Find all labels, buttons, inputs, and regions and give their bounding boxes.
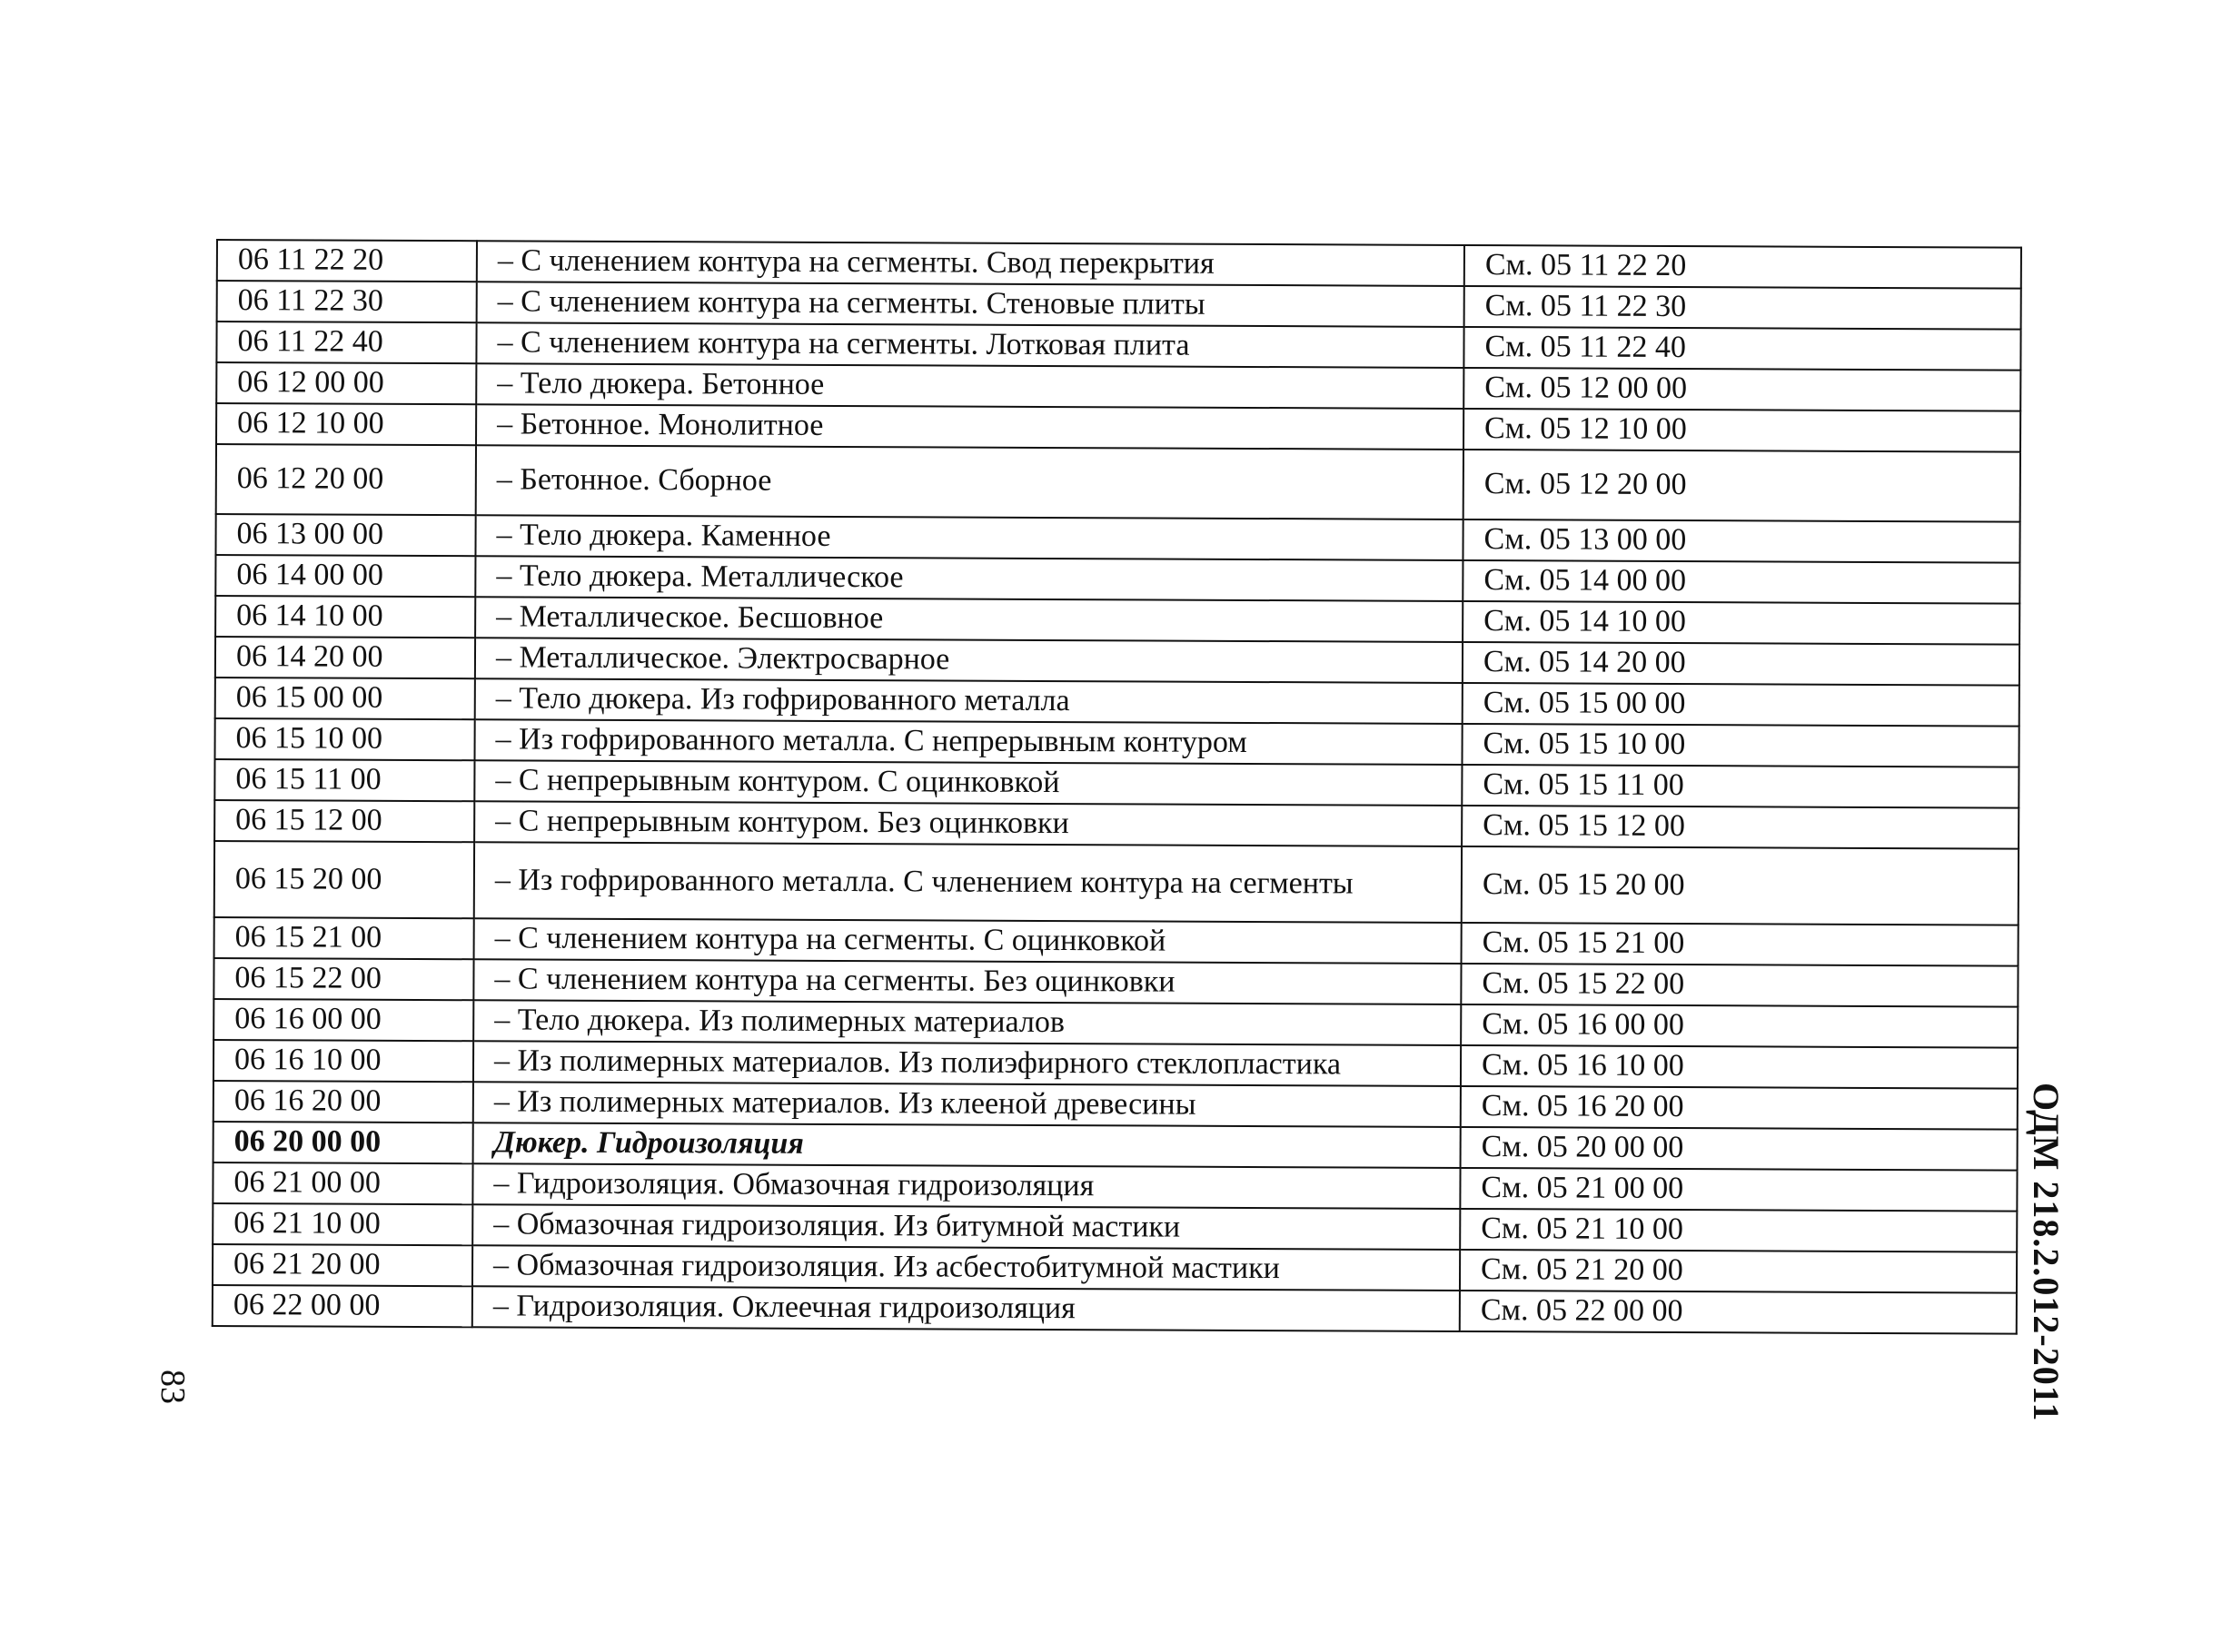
reference-cell: См. 05 16 20 00 bbox=[1461, 1086, 2018, 1130]
code-cell: 06 12 10 00 bbox=[216, 403, 476, 445]
reference-cell: См. 05 15 21 00 bbox=[1462, 923, 2019, 966]
code-cell: 06 15 20 00 bbox=[214, 841, 474, 918]
reference-cell: См. 05 15 00 00 bbox=[1463, 683, 2019, 727]
code-cell: 06 11 22 40 bbox=[216, 321, 476, 363]
code-cell: 06 13 00 00 bbox=[215, 514, 475, 556]
code-cell: 06 15 00 00 bbox=[215, 678, 475, 719]
section-heading-cell: Дюкер. Гидроизоляция bbox=[473, 1123, 1461, 1168]
description-cell: – Металлическое. Бесшовное bbox=[475, 597, 1463, 642]
code-cell: 06 22 00 00 bbox=[213, 1285, 472, 1327]
code-cell: 06 21 00 00 bbox=[213, 1162, 472, 1204]
description-cell: – Тело дюкера. Каменное bbox=[475, 515, 1463, 560]
reference-cell: См. 05 14 00 00 bbox=[1463, 560, 2019, 604]
description-cell: – С непрерывным контуром. С оцинковкой bbox=[474, 760, 1462, 806]
description-cell: – С членением контура на сегменты. Лотковая плита bbox=[476, 322, 1463, 368]
reference-cell: См. 05 21 00 00 bbox=[1460, 1168, 2017, 1212]
description-cell: – Тело дюкера. Бетонное bbox=[476, 363, 1463, 409]
description-cell: – Тело дюкера. Металлическое bbox=[475, 556, 1463, 601]
description-cell: – Из полимерных материалов. Из полиэфирного стеклопластика bbox=[473, 1041, 1461, 1086]
description-cell: – Из гофрированного металла. С непрерывным контуром bbox=[474, 719, 1462, 765]
reference-cell: См. 05 11 22 20 bbox=[1464, 245, 2021, 289]
description-cell: – С членением контура на сегменты. Стеновые плиты bbox=[477, 282, 1464, 327]
classification-table bbox=[212, 239, 2022, 1335]
reference-cell: См. 05 20 00 00 bbox=[1461, 1127, 2018, 1171]
reference-cell: См. 05 11 22 30 bbox=[1464, 286, 2021, 330]
reference-cell: См. 05 15 11 00 bbox=[1462, 765, 2019, 808]
reference-cell: См. 05 12 10 00 bbox=[1463, 409, 2020, 452]
code-cell: 06 21 20 00 bbox=[213, 1244, 472, 1286]
reference-cell: См. 05 15 10 00 bbox=[1462, 724, 2019, 767]
code-cell: 06 14 10 00 bbox=[215, 596, 475, 638]
reference-cell: См. 05 14 20 00 bbox=[1463, 642, 2019, 686]
code-cell: 06 15 12 00 bbox=[214, 800, 474, 842]
code-cell: 06 14 20 00 bbox=[215, 637, 475, 678]
classification-table-body bbox=[213, 240, 2021, 1334]
description-cell: – Бетонное. Монолитное bbox=[476, 404, 1463, 450]
reference-cell: См. 05 13 00 00 bbox=[1463, 519, 2019, 563]
table-row bbox=[214, 841, 2019, 925]
description-cell: – Металлическое. Электросварное bbox=[475, 638, 1463, 683]
description-cell: – Гидроизоляция. Обмазочная гидроизоляция bbox=[472, 1163, 1460, 1209]
code-cell: 06 15 10 00 bbox=[214, 718, 474, 760]
code-cell: 06 16 10 00 bbox=[213, 1040, 473, 1082]
description-cell: – С непрерывным контуром. Без оцинковки bbox=[474, 801, 1462, 846]
reference-cell: См. 05 16 00 00 bbox=[1461, 1004, 2018, 1048]
code-cell: 06 11 22 20 bbox=[217, 240, 477, 282]
description-cell: – Тело дюкера. Из полимерных материалов bbox=[473, 1000, 1461, 1045]
description-cell: – Из гофрированного металла. С членением контура на сегменты bbox=[474, 842, 1462, 923]
reference-cell: См. 05 21 10 00 bbox=[1460, 1209, 2017, 1252]
description-cell: – Бетонное. Сборное bbox=[476, 445, 1463, 519]
description-cell: – Тело дюкера. Из гофрированного металла bbox=[475, 678, 1463, 724]
code-cell: 06 15 22 00 bbox=[213, 958, 473, 1000]
code-cell: 06 12 00 00 bbox=[216, 362, 476, 404]
reference-cell: См. 05 12 20 00 bbox=[1463, 450, 2020, 522]
code-cell: 06 15 21 00 bbox=[214, 917, 474, 959]
reference-cell: См. 05 15 22 00 bbox=[1461, 964, 2018, 1007]
code-cell: 06 14 00 00 bbox=[215, 555, 475, 597]
description-cell: – Обмазочная гидроизоляция. Из асбестобитумной мастики bbox=[472, 1245, 1460, 1291]
description-cell: – Обмазочная гидроизоляция. Из битумной мастики bbox=[472, 1204, 1460, 1250]
reference-cell: См. 05 11 22 40 bbox=[1463, 327, 2020, 371]
code-cell: 06 16 20 00 bbox=[213, 1081, 473, 1123]
code-cell: 06 15 11 00 bbox=[214, 759, 474, 801]
reference-cell: См. 05 22 00 00 bbox=[1460, 1291, 2017, 1334]
code-cell: 06 12 20 00 bbox=[216, 444, 476, 515]
code-cell: 06 21 10 00 bbox=[213, 1203, 472, 1245]
description-cell: – Гидроизоляция. Оклеечная гидроизоляция bbox=[472, 1286, 1460, 1331]
table-row bbox=[213, 1285, 2017, 1334]
document-designation: ОДМ 218.2.012-2011 bbox=[2026, 1083, 2067, 1422]
reference-cell: См. 05 12 00 00 bbox=[1463, 368, 2020, 411]
table-row bbox=[216, 444, 2020, 522]
reference-cell: См. 05 16 10 00 bbox=[1461, 1045, 2018, 1089]
description-cell: – Из полимерных материалов. Из клееной древесины bbox=[473, 1082, 1461, 1127]
page-number: 83 bbox=[154, 1370, 192, 1404]
code-cell: 06 20 00 00 bbox=[213, 1122, 473, 1163]
reference-cell: См. 05 21 20 00 bbox=[1460, 1250, 2017, 1293]
description-cell: – С членением контура на сегменты. Свод перекрытия bbox=[477, 241, 1464, 286]
description-cell: – С членением контура на сегменты. Без оцинковки bbox=[473, 959, 1461, 1004]
description-cell: – С членением контура на сегменты. С оцинковкой bbox=[474, 918, 1462, 964]
reference-cell: См. 05 15 20 00 bbox=[1462, 846, 2019, 925]
reference-cell: См. 05 14 10 00 bbox=[1463, 601, 2019, 645]
reference-cell: См. 05 15 12 00 bbox=[1462, 806, 2019, 849]
code-cell: 06 16 00 00 bbox=[213, 999, 473, 1041]
code-cell: 06 11 22 30 bbox=[217, 281, 477, 322]
